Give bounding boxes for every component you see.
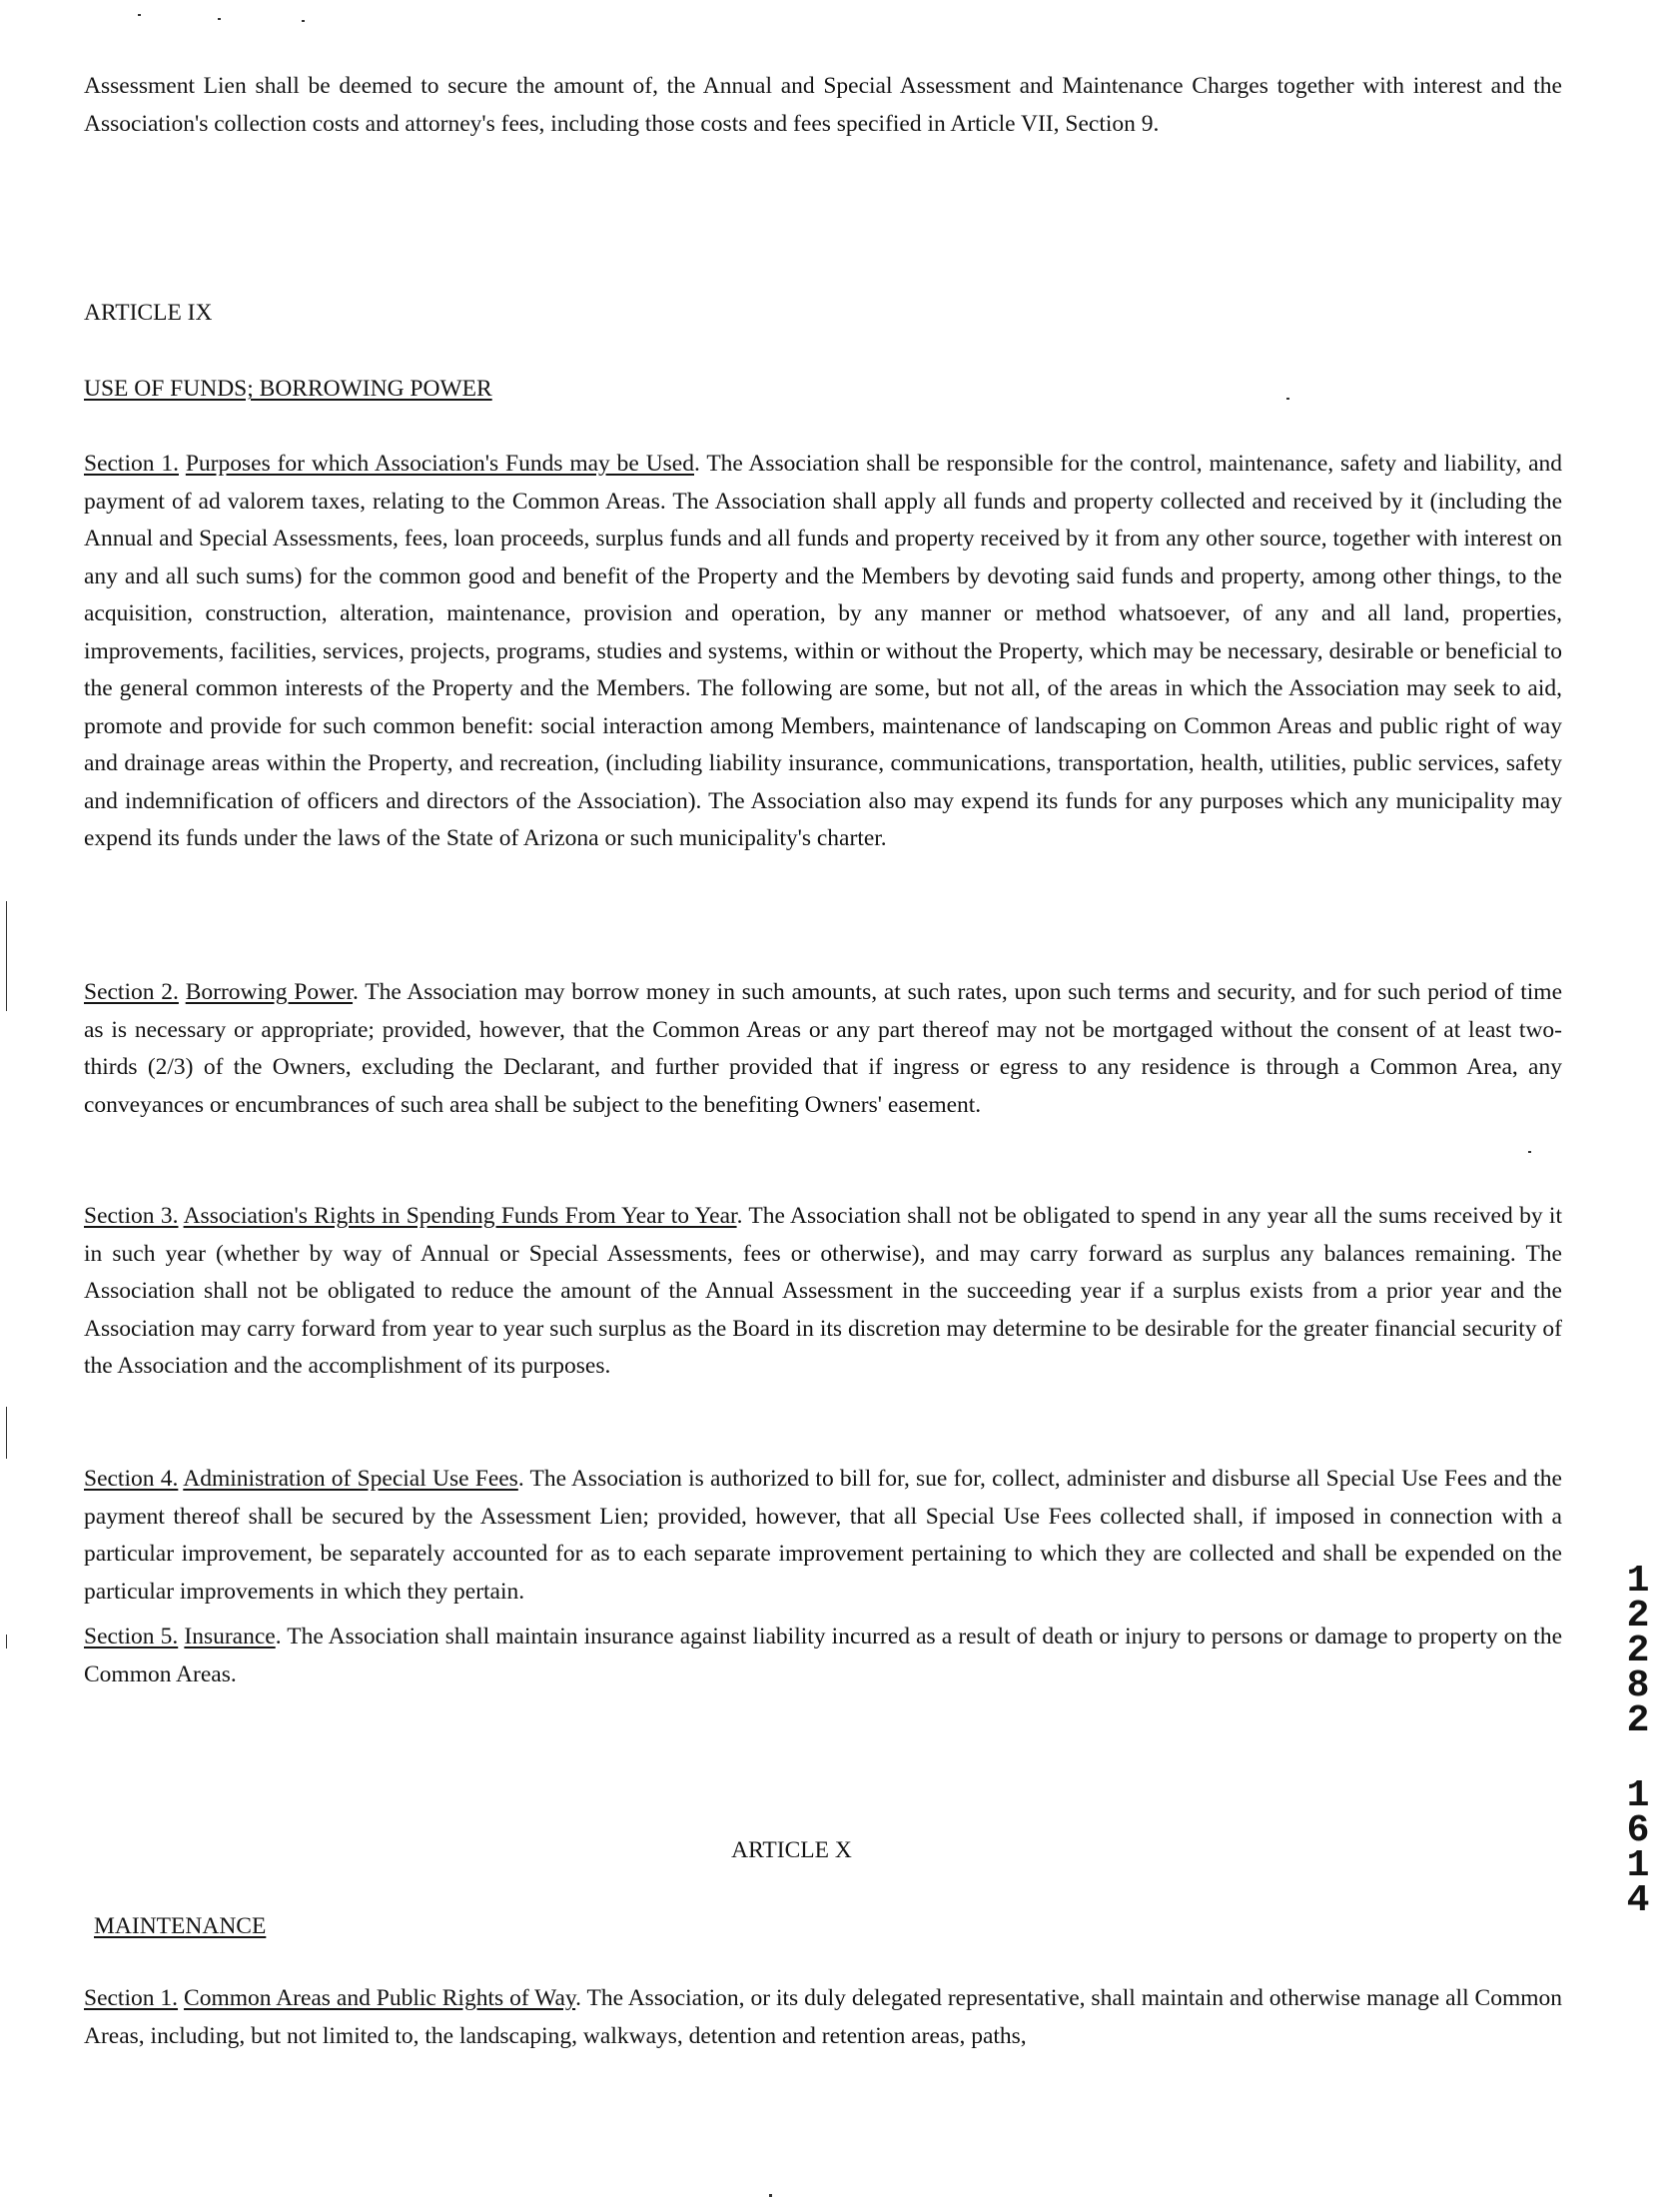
section-5-body: The Association shall maintain insurance against liability incurred as a result of death or injury to persons or damage to property on the Common Areas. [84, 1624, 1563, 1687]
scan-speck [218, 18, 221, 20]
recording-digit: 2 [1626, 1699, 1650, 1742]
scan-speck [302, 20, 305, 22]
section-1-paragraph: Section 1. Purposes for which Association's Funds may be Used. The Association shall be responsible for the control, maintenance, safety and liability, and payment of ad valorem taxes, relating to the Common Areas. The Association shall apply all funds and property collected and received by it (including the Annual and Special Assessments, fees, loan proceeds, surplus funds and all funds and property received by it from any other source, together with interest on any and all such sums) for the common good and benefit of the Property and the Members by devoting said funds and property, among other things, to the acquisition, construction, alteration, maintenance, provision and operation, by any manner or method whatsoever, of any and all land, properties, improvements, facilities, services, projects, programs, studies and systems, within or without the Property, which may be necessary, desirable or beneficial to the general common interests of the Property and the Members. The following are some, but not all, of the areas in which the Association may seek to aid, promote and provide for such common benefit: social interaction among Members, maintenance of landscaping on Common Areas and public right of way and drainage areas within the Property, and recreation, (including liability insurance, communications, transportation, health, utilities, public services, safety and indemnification of officers and directors of the Association). The Association also may expend its funds for any purposes which any municipality may expend its funds under the laws of the State of Arizona or such municipality's charter. [84, 451, 1562, 851]
section-1-number: Section 1. [84, 451, 179, 477]
recording-digit: 8 [1626, 1664, 1650, 1707]
recording-digit: 2 [1626, 1630, 1650, 1672]
article-x-section-1-title: Common Areas and Public Rights of Way [184, 1985, 576, 2011]
article-x-title: ARTICLE X [731, 1837, 852, 1863]
recording-digit: 1 [1626, 1774, 1650, 1817]
article-x-heading: MAINTENANCE [94, 1913, 267, 1939]
scan-margin-mark [6, 901, 7, 1011]
article-x-section-1-number: Section 1. [84, 1985, 179, 2011]
section-3-title: Association's Rights in Spending Funds From Year to Year [183, 1203, 737, 1229]
recording-digit: 1 [1626, 1560, 1650, 1603]
article-x-section-1-body: The Association, or its duly delegated representative, shall maintain and otherwise manage all Common Areas, including, but not limited to, the landscaping, walkways, detention and retention areas, paths, [84, 1985, 1563, 2049]
recording-gap [1618, 1738, 1658, 1778]
section-2-body: The Association may borrow money in such amounts, at such rates, upon such terms and security, and for such period of time as is necessary or appropriate; provided, however, that the Common Areas or any part thereof may not be mortgaged without the consent of at least two-thirds (2/3) of the Owners, excluding the Declarant, and further provided that if ingress or egress to any residence is through a Common Area, any conveyances or encumbrances of such area shall be subject to the benefiting Owners' easement. [84, 979, 1562, 1118]
intro-paragraph: Assessment Lien shall be deemed to secure the amount of, the Annual and Special Assessment and Maintenance Charges together with interest and the Association's collection costs and attorney's fees, including those costs and fees specified in Article VII, Section 9. [84, 73, 1562, 137]
scan-speck [1286, 398, 1289, 400]
section-2-title: Borrowing Power [185, 979, 354, 1005]
section-3-body: The Association shall not be obligated to spend in any year all the sums received by it in such year (whether by way of Annual or Special Assessments, fees or otherwise), and may carry forward as surplus any balances remaining. The Association shall not be obligated to reduce the amount of the Annual Assessment in the succeeding year if a surplus exists from a prior year and the Association may carry forward from year to year such surplus as the Board in its discretion may determine to be desirable for the greater financial security of the Association and the accomplishment of its purposes. [84, 1203, 1562, 1379]
section-1-title: Purposes for which Association's Funds may be Used [185, 451, 694, 477]
scan-margin-mark [6, 1407, 7, 1459]
section-5-title: Insurance [184, 1624, 276, 1649]
scan-speck [1528, 1151, 1531, 1153]
recording-digit: 1 [1626, 1844, 1650, 1887]
recording-digit: 4 [1626, 1879, 1650, 1922]
article-x-section-1-paragraph: Section 1. Common Areas and Public Rights of Way. The Association, or its duly delegated representative, shall maintain and otherwise manage all Common Areas, including, but not limited to, the landscaping, walkways, detention and retention areas, paths, [84, 1985, 1563, 2049]
section-1-body: The Association shall be responsible for the control, maintenance, safety and liability, and payment of ad valorem taxes, relating to the Common Areas. The Association shall apply all funds and property collected and received by it (including the Annual and Special Assessments, fees, loan proceeds, surplus funds and all funds and property received by it from any other source, together with interest on any and all such sums) for the common good and benefit of the Property and the Members by devoting said funds and property, among other things, to the acquisition, construction, alteration, maintenance, provision and operation, by any manner or method whatsoever, of any and all land, properties, improvements, facilities, services, projects, programs, studies and systems, within or without the Property, which may be necessary, desirable or beneficial to the general common interests of the Property and the Members. The following are some, but not all, of the areas in which the Association may seek to aid, promote and provide for such common benefit: social interaction among Members, maintenance of landscaping on Common Areas and public right of way and drainage areas within the Property, and recreation, (including liability insurance, communications, transportation, health, utilities, public services, safety and indemnification of officers and directors of the Association). The Association also may expend its funds for any purposes which any municipality may expend its funds under the laws of the State of Arizona or such municipality's charter. [84, 451, 1562, 851]
section-5-paragraph: Section 5. Insurance. The Association shall maintain insurance against liability incurred as a result of death or injury to persons or damage to property on the Common Areas. [84, 1624, 1563, 1687]
article-ix-title: ARTICLE IX [84, 300, 213, 326]
scan-speck [769, 2194, 772, 2197]
recording-digit: 6 [1626, 1809, 1650, 1852]
recording-digit: 2 [1626, 1595, 1650, 1638]
recording-number [1618, 1560, 1658, 1922]
section-4-number: Section 4. [84, 1466, 179, 1492]
section-4-body: The Association is authorized to bill for, sue for, collect, administer and disburse all Special Use Fees and the payment thereof shall be secured by the Assessment Lien; provided, however, that all Special Use Fees collected shall, if imposed in connection with a particular improvement, be separately accounted for as to each separate improvement pertaining to which they are collected and shall be expended on the particular improvements in which they pertain. [84, 1466, 1562, 1605]
section-4-paragraph: Section 4. Administration of Special Use Fees. The Association is authorized to bill for, sue for, collect, administer and disburse all Special Use Fees and the payment thereof shall be secured by the Assessment Lien; provided, however, that all Special Use Fees collected shall, if imposed in connection with a particular improvement, be separately accounted for as to each separate improvement pertaining to which they are collected and shall be expended on the particular improvements in which they pertain. [84, 1466, 1562, 1605]
section-2-paragraph: Section 2. Borrowing Power. The Association may borrow money in such amounts, at such rates, upon such terms and security, and for such period of time as is necessary or appropriate; provided, however, that the Common Areas or any part thereof may not be mortgaged without the consent of at least two-thirds (2/3) of the Owners, excluding the Declarant, and further provided that if ingress or egress to any residence is through a Common Area, any conveyances or encumbrances of such area shall be subject to the benefiting Owners' easement. [84, 979, 1562, 1118]
section-3-paragraph: Section 3. Association's Rights in Spending Funds From Year to Year. The Association shall not be obligated to spend in any year all the sums received by it in such year (whether by way of Annual or Special Assessments, fees or otherwise), and may carry forward as surplus any balances remaining. The Association shall not be obligated to reduce the amount of the Annual Assessment in the succeeding year if a surplus exists from a prior year and the Association may carry forward from year to year such surplus as the Board in its discretion may determine to be desirable for the greater financial security of the Association and the accomplishment of its purposes. [84, 1203, 1562, 1379]
section-5-number: Section 5. [84, 1624, 179, 1649]
section-2-number: Section 2. [84, 979, 179, 1005]
scan-margin-mark [6, 1635, 7, 1648]
scan-speck [138, 14, 141, 16]
section-4-title: Administration of Special Use Fees [183, 1466, 518, 1492]
article-ix-heading: USE OF FUNDS; BORROWING POWER [84, 376, 492, 402]
section-3-number: Section 3. [84, 1203, 179, 1229]
